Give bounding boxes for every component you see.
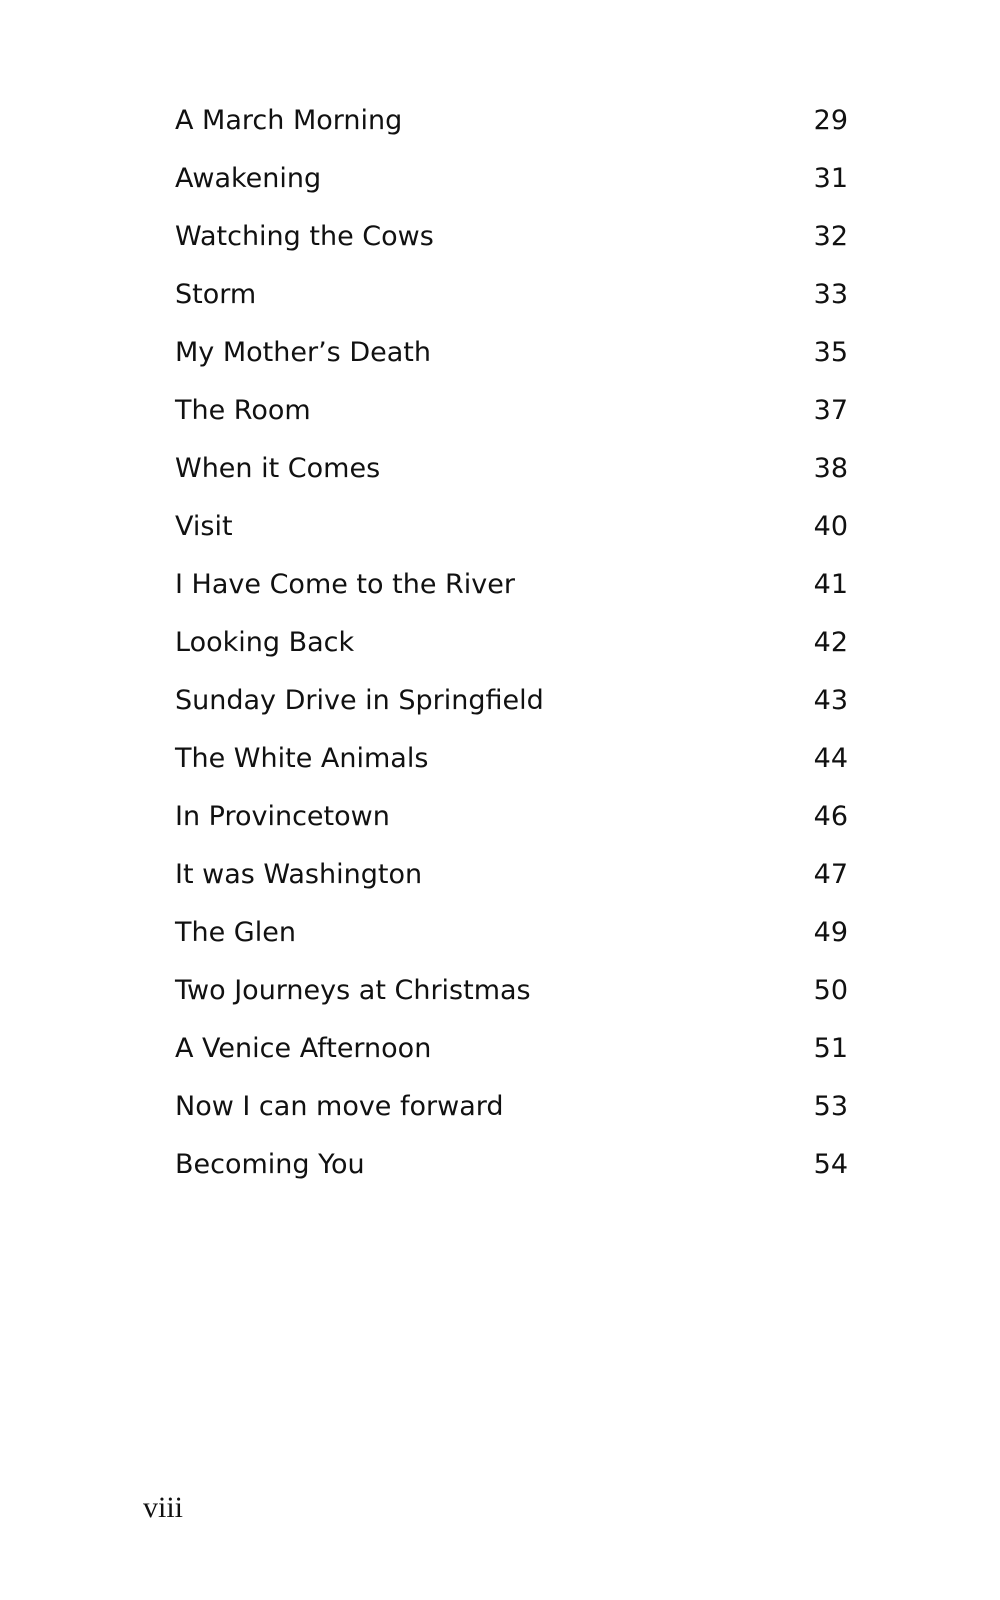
folio-page-number: viii xyxy=(143,1491,184,1524)
toc-entry xyxy=(175,904,848,962)
entry-page-number: 37 xyxy=(813,395,848,426)
table-of-contents xyxy=(175,92,848,1194)
entry-page-number: 53 xyxy=(813,1091,848,1122)
entry-page-number: 47 xyxy=(813,859,848,890)
entry-title: I Have Come to the River xyxy=(175,569,515,600)
entry-title: My Mother’s Death xyxy=(175,337,431,368)
entry-page-number: 41 xyxy=(813,569,848,600)
entry-title: Visit xyxy=(175,511,233,542)
toc-entry xyxy=(175,382,848,440)
entry-title: Now I can move forward xyxy=(175,1091,504,1122)
entry-title: Sunday Drive in Springfield xyxy=(175,685,544,716)
toc-entry xyxy=(175,1078,848,1136)
entry-title: Becoming You xyxy=(175,1149,365,1180)
toc-entry xyxy=(175,1136,848,1194)
entry-page-number: 49 xyxy=(813,917,848,948)
entry-page-number: 50 xyxy=(813,975,848,1006)
toc-entry xyxy=(175,672,848,730)
entry-page-number: 44 xyxy=(813,743,848,774)
entry-title: Storm xyxy=(175,279,257,310)
entry-title: The Room xyxy=(175,395,311,426)
entry-title: When it Comes xyxy=(175,453,381,484)
entry-page-number: 40 xyxy=(813,511,848,542)
toc-entry xyxy=(175,266,848,324)
toc-entry xyxy=(175,498,848,556)
entry-title: In Provincetown xyxy=(175,801,390,832)
entry-page-number: 43 xyxy=(813,685,848,716)
toc-entry xyxy=(175,208,848,266)
toc-entry xyxy=(175,614,848,672)
entry-page-number: 33 xyxy=(813,279,848,310)
entry-page-number: 54 xyxy=(813,1149,848,1180)
toc-entry xyxy=(175,1020,848,1078)
entry-page-number: 35 xyxy=(813,337,848,368)
entry-title: A March Morning xyxy=(175,105,403,136)
entry-title: Two Journeys at Christmas xyxy=(175,975,531,1006)
entry-page-number: 29 xyxy=(813,105,848,136)
entry-title: A Venice Afternoon xyxy=(175,1033,432,1064)
entry-page-number: 42 xyxy=(813,627,848,658)
toc-entry xyxy=(175,440,848,498)
toc-entry xyxy=(175,846,848,904)
entry-title: The White Animals xyxy=(175,743,429,774)
toc-entry xyxy=(175,556,848,614)
toc-entry xyxy=(175,788,848,846)
entry-title: Looking Back xyxy=(175,627,355,658)
entry-title: Awakening xyxy=(175,163,322,194)
entry-page-number: 32 xyxy=(813,221,848,252)
entry-title: Watching the Cows xyxy=(175,221,434,252)
entry-page-number: 31 xyxy=(813,163,848,194)
toc-entry xyxy=(175,730,848,788)
toc-entry xyxy=(175,324,848,382)
entry-page-number: 38 xyxy=(813,453,848,484)
entry-title: The Glen xyxy=(175,917,296,948)
entry-page-number: 51 xyxy=(813,1033,848,1064)
entry-title: It was Washington xyxy=(175,859,423,890)
entry-page-number: 46 xyxy=(813,801,848,832)
toc-entry xyxy=(175,962,848,1020)
toc-entry xyxy=(175,92,848,150)
toc-entry xyxy=(175,150,848,208)
